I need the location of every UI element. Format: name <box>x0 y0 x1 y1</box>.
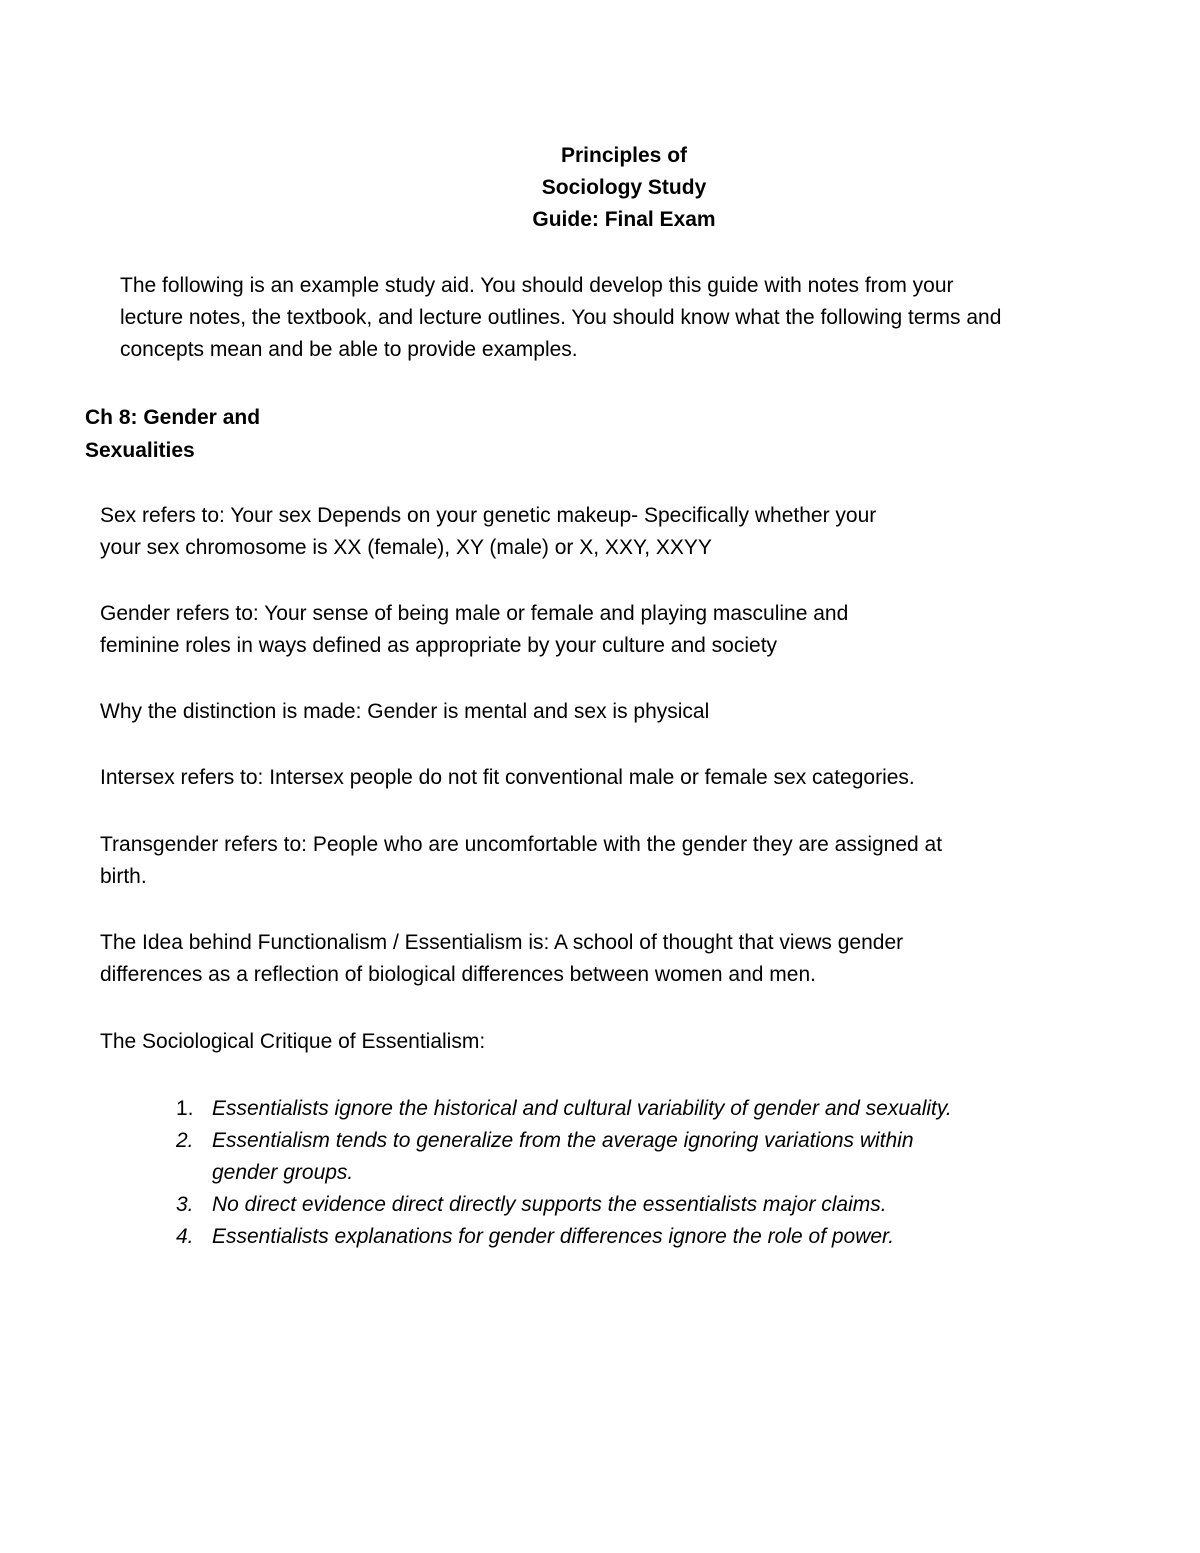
critique-list <box>0 1093 1032 1253</box>
list-item-number: 3. <box>176 1193 194 1216</box>
list-item-number: 2. <box>176 1129 194 1152</box>
definition-line: Transgender refers to: People who are uncomfortable with the gender they are assigned at <box>100 833 943 856</box>
definition-transgender <box>100 829 1100 893</box>
definition-intersex <box>100 762 1100 794</box>
intro-line-1: The following is an example study aid. You should develop this guide with notes from your <box>120 274 954 297</box>
definition-line: feminine roles in ways defined as appropriate by your culture and society <box>100 634 778 657</box>
title-line-2: Sociology Study <box>541 176 707 199</box>
list-item-number: 1. <box>176 1097 194 1120</box>
list-item-text: Essentialists ignore the historical and cultural variability of gender and sexuality. <box>212 1097 952 1120</box>
list-item-text: No direct evidence direct directly supports the essentialists major claims. <box>212 1193 887 1216</box>
definition-sex <box>100 500 1100 564</box>
definition-line: Gender refers to: Your sense of being male or female and playing masculine and <box>100 602 849 625</box>
critique-heading <box>100 1026 1100 1058</box>
definition-line: differences as a reflection of biological differences between women and men. <box>100 963 816 986</box>
definition-line: The Sociological Critique of Essentialism: <box>100 1030 486 1053</box>
list-item-number: 4. <box>176 1225 194 1248</box>
chapter-line-2: Sexualities <box>85 439 195 462</box>
chapter-heading <box>85 401 260 467</box>
title-line-3: Guide: Final Exam <box>532 208 716 231</box>
list-item <box>0 1189 1032 1221</box>
definition-line: your sex chromosome is XX (female), XY (male) or X, XXY, XXYY <box>100 536 712 559</box>
list-item <box>0 1125 1032 1189</box>
intro-line-3: concepts mean and be able to provide examples. <box>120 338 578 361</box>
definition-functionalism <box>100 927 1100 991</box>
definition-line: The Idea behind Functionalism / Essentialism is: A school of thought that views gender <box>100 931 904 954</box>
list-item <box>0 1221 1032 1253</box>
definition-line: birth. <box>100 865 147 888</box>
definition-gender <box>100 598 1100 662</box>
definition-line: Intersex refers to: Intersex people do not fit conventional male or female sex categories. <box>100 766 915 789</box>
list-item-text: Essentialists explanations for gender differences ignore the role of power. <box>212 1225 895 1248</box>
definition-line: Why the distinction is made: Gender is mental and sex is physical <box>100 700 710 723</box>
title-line-1: Principles of <box>560 144 688 167</box>
intro-line-2: lecture notes, the textbook, and lecture outlines. You should know what the following terms and <box>120 306 1002 329</box>
list-item <box>0 1093 1032 1125</box>
chapter-line-1: Ch 8: Gender and <box>85 406 261 429</box>
definition-line: Sex refers to: Your sex Depends on your genetic makeup- Specifically whether your <box>100 504 877 527</box>
intro-paragraph <box>120 270 1130 366</box>
list-item-text-continued: gender groups. <box>212 1161 354 1184</box>
list-item-text: Essentialism tends to generalize from the average ignoring variations within <box>212 1129 914 1152</box>
document-title <box>0 140 1200 236</box>
definition-distinction <box>100 696 1100 728</box>
